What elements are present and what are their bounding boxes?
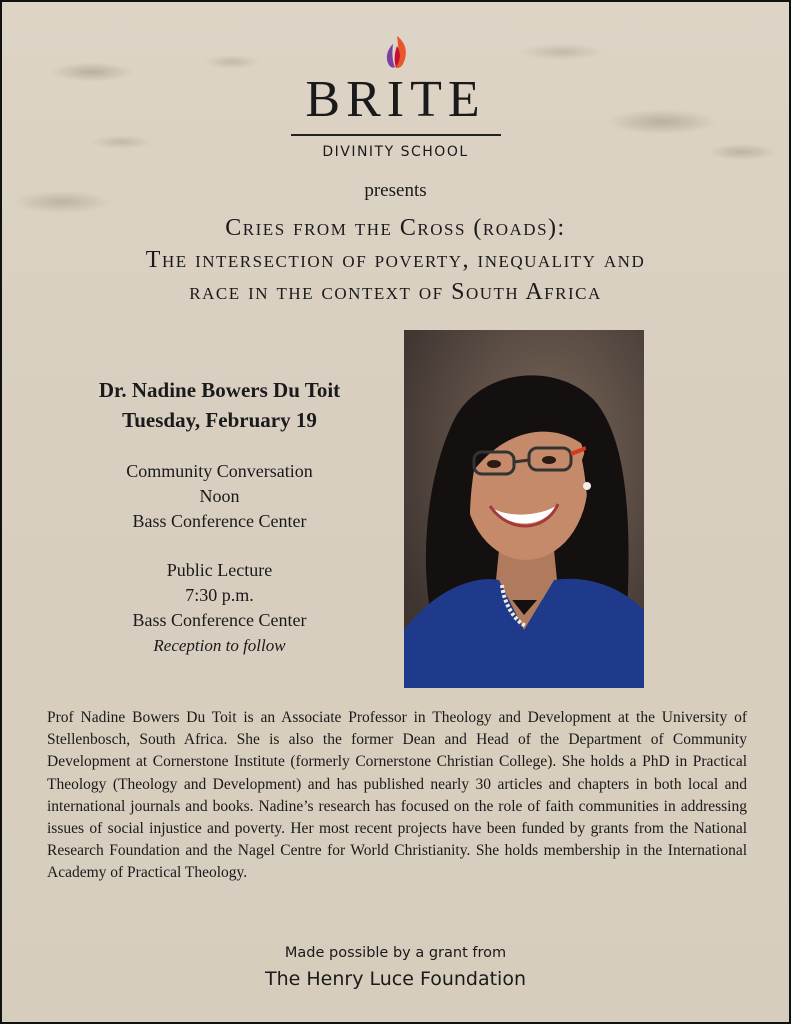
- presents-text: presents: [364, 180, 427, 201]
- flame-logo-icon: [381, 34, 411, 70]
- title-line: The intersection of poverty, inequality and: [145, 247, 646, 273]
- grant-line: Made possible by a grant from: [284, 945, 507, 961]
- session-time: 7:30 p.m.: [185, 585, 254, 605]
- title-line: race in the context of South Africa: [189, 279, 602, 305]
- event-date: Tuesday, February 19: [122, 408, 317, 432]
- session-location: Bass Conference Center: [132, 610, 307, 630]
- session-public-lecture: [42, 558, 397, 658]
- speaker-portrait: [404, 330, 644, 688]
- session-community-conversation: [42, 459, 397, 534]
- speaker-name: Dr. Nadine Bowers Du Toit: [98, 378, 341, 402]
- event-title: [22, 212, 769, 308]
- foundation-name: The Henry Luce Foundation: [264, 968, 527, 990]
- portrait-illustration: [404, 330, 644, 688]
- session-location: Bass Conference Center: [132, 511, 307, 531]
- logo-divider: [291, 134, 501, 136]
- brite-logo: [2, 34, 789, 160]
- session-name: Community Conversation: [126, 461, 313, 481]
- title-line: Cries from the Cross (roads):: [225, 215, 566, 241]
- reception-note: Reception to follow: [153, 636, 286, 655]
- logo-wordmark: BRITE: [305, 71, 486, 128]
- session-time: Noon: [199, 486, 240, 506]
- logo-subtitle: DIVINITY SCHOOL: [322, 144, 469, 160]
- speaker-bio: Prof Nadine Bowers Du Toit is an Associate Professor in Theology and Development at the University of Stellenbosch, South Africa. She is also the former Dean and Head of the Department of Community Development at Cornerstone Institute (formerly Cornerstone Christian College). She holds a PhD in Practical Theology (Theology and Development) and has published nearly 30 articles and chapters in both local and international journals and books. Nadine’s research has focused on the role of faith communities in addressing issues of social injustice and poverty. Her most recent projects have been funded by grants from the National Research Foundation and the Nagel Centre for World Christianity. She holds membership in the International Academy of Practical Theology.: [47, 709, 747, 882]
- session-name: Public Lecture: [166, 560, 273, 580]
- event-details: [42, 375, 397, 658]
